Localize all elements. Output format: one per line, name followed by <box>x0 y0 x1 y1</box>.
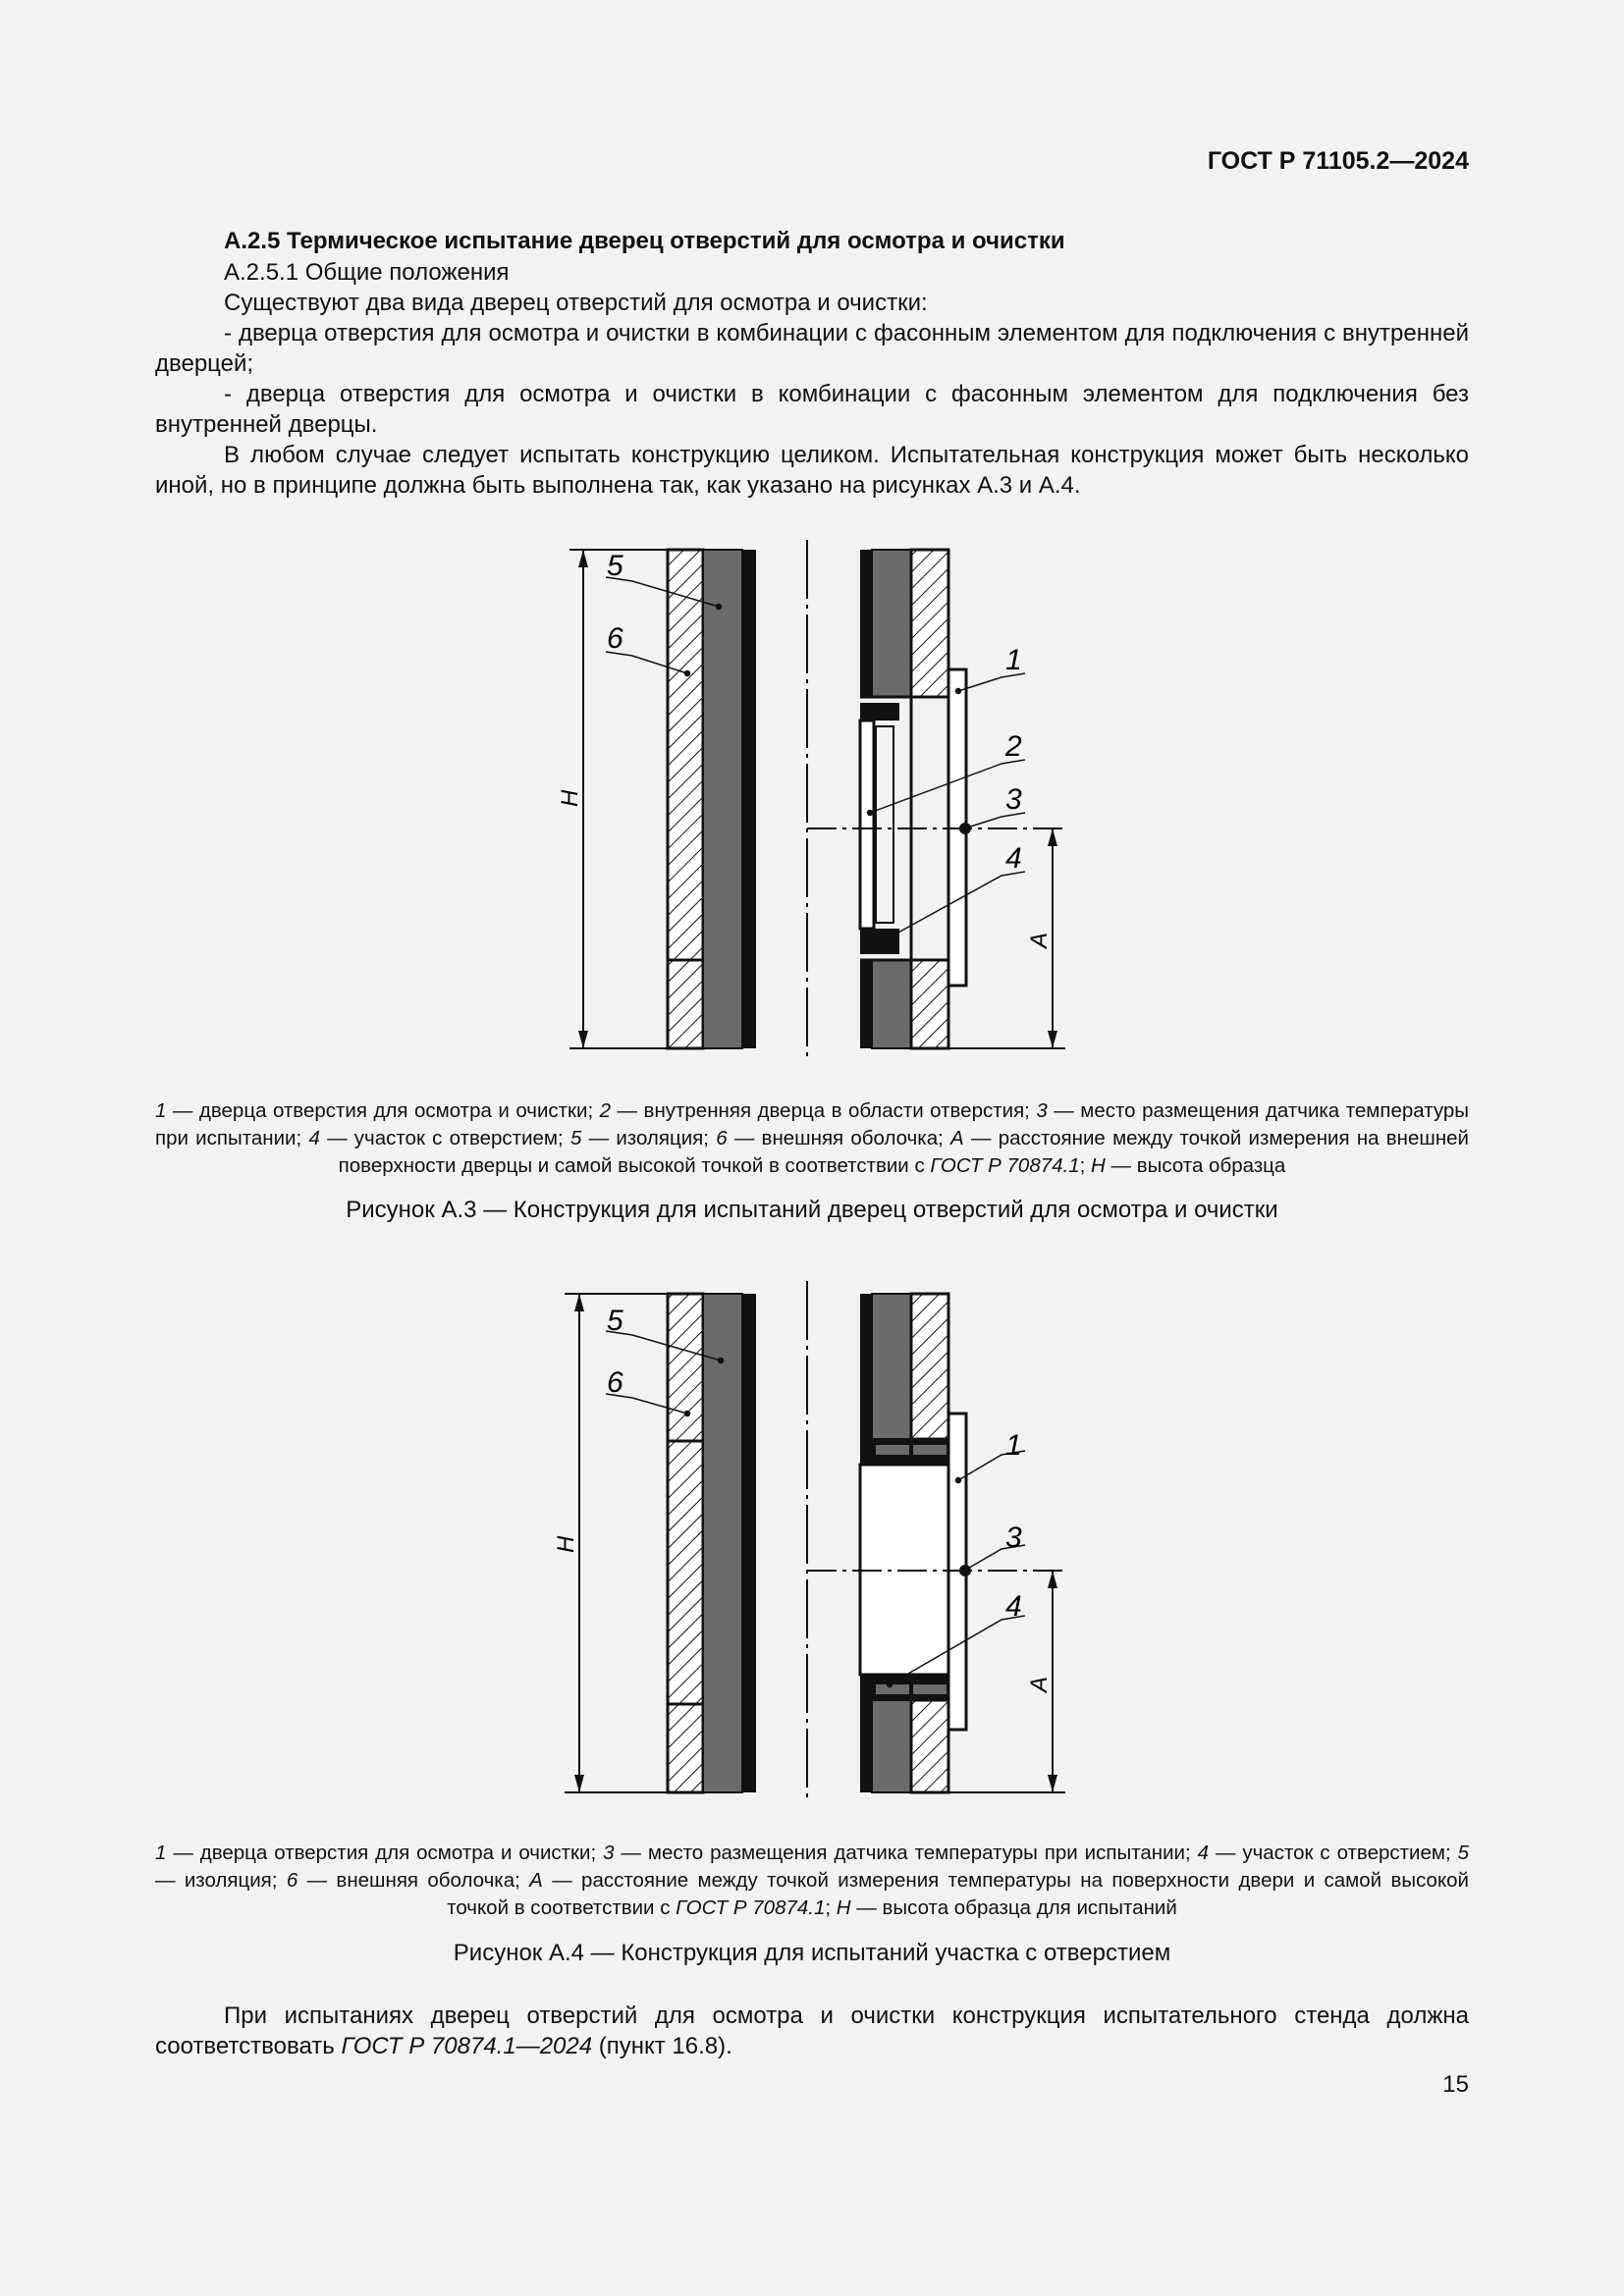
figure-a3-left-wall <box>668 550 756 1048</box>
figure-a4-label-3: 3 <box>1005 1522 1022 1554</box>
figure-a4-right-wall <box>860 1294 948 1792</box>
section-heading: А.2.5 Термическое испытание дверец отверстий для осмотра и очистки <box>224 228 1065 254</box>
figure-a3-label-h: H <box>557 789 583 807</box>
figure-a4-label-4: 4 <box>1005 1590 1022 1623</box>
bullet-item: - дверца отверстия для осмотра и очистки в комбинации с фасонным элементом для подключения без внутренней дверцы. <box>155 381 1469 438</box>
figure-a4-label-6: 6 <box>607 1366 623 1399</box>
figure-a3-label-a: A <box>1026 932 1053 948</box>
figure-a4-title: Рисунок А.4 — Конструкция для испытаний участка с отверстием <box>453 1940 1171 1966</box>
figure-a4-label-h: H <box>553 1535 579 1553</box>
closing-paragraph: При испытаниях дверец отверстий для осмотра и очистки конструкция испытательного стенда должна соответствовать ГОСТ Р 70874.1—2024 (пункт 16.8). <box>155 2002 1469 2059</box>
figure-a4-sensor-point <box>959 1565 971 1576</box>
figure-a4-label-5: 5 <box>607 1305 623 1337</box>
figure-a3-title: Рисунок А.3 — Конструкция для испытаний дверец отверстий для осмотра и очистки <box>346 1197 1278 1223</box>
paragraph-test-construction: В любом случае следует испытать конструкцию целиком. Испытательная конструкция может быть несколько иной, но в принципе должна быть выполнена так, как указано на рисунках А.3 и А.4. <box>155 442 1469 499</box>
figure-a4-label-1: 1 <box>1005 1429 1022 1462</box>
figure-a4-dimensions <box>565 1294 1065 1792</box>
figure-a4-label-a: A <box>1026 1676 1053 1692</box>
figure-a3-label-3: 3 <box>1005 783 1022 816</box>
figure-a4-drawing <box>550 1281 1080 1801</box>
figure-a3-label-6: 6 <box>607 622 623 655</box>
bullet-item: - дверца отверстия для осмотра и очистки в комбинации с фасонным элементом для подключения с внутренней дверцей; <box>155 320 1469 377</box>
figure-a3-dimensions <box>569 550 1065 1048</box>
page-number: 15 <box>1442 2071 1469 2098</box>
section-subheading: А.2.5.1 Общие положения <box>224 259 510 286</box>
figure-a4-left-wall <box>668 1294 756 1792</box>
figure-a4-legend: 1 — дверца отверстия для осмотра и очистки; 3 — место размещения датчика температуры при испытании; 4 — участок с отверстием; 5 — изоляция; 6 — внешняя оболочка; А — расстояние между точкой измерения температуры на поверхности двери и самой высокой точкой в соответствии с ГОСТ Р 70874.1; Н — высота образца для испытаний <box>155 1842 1470 1919</box>
figure-a3-label-4: 4 <box>1005 842 1022 875</box>
figure-a3-drawing <box>550 540 1080 1060</box>
figure-a3-label-1: 1 <box>1005 644 1022 676</box>
document-code: ГОСТ Р 71105.2—2024 <box>1207 147 1469 175</box>
paragraph-types: Существуют два вида дверец отверстий для осмотра и очистки: <box>224 290 928 316</box>
figure-a3-label-5: 5 <box>607 550 623 582</box>
figure-a3-sensor-point <box>959 823 971 834</box>
figure-a3-label-2: 2 <box>1005 730 1022 763</box>
figure-a3-legend: 1 — дверца отверстия для осмотра и очистки; 2 — внутренняя дверца в области отверстия; 3 — место размещения датчика температуры при испытании; 4 — участок с отверстием; 5 — изоляция; 6 — внешняя оболочка; А — расстояние между точкой измерения на внешней поверхности дверцы и самой высокой точкой в соответствии с ГОСТ Р 70874.1; Н — высота образца <box>155 1099 1470 1177</box>
